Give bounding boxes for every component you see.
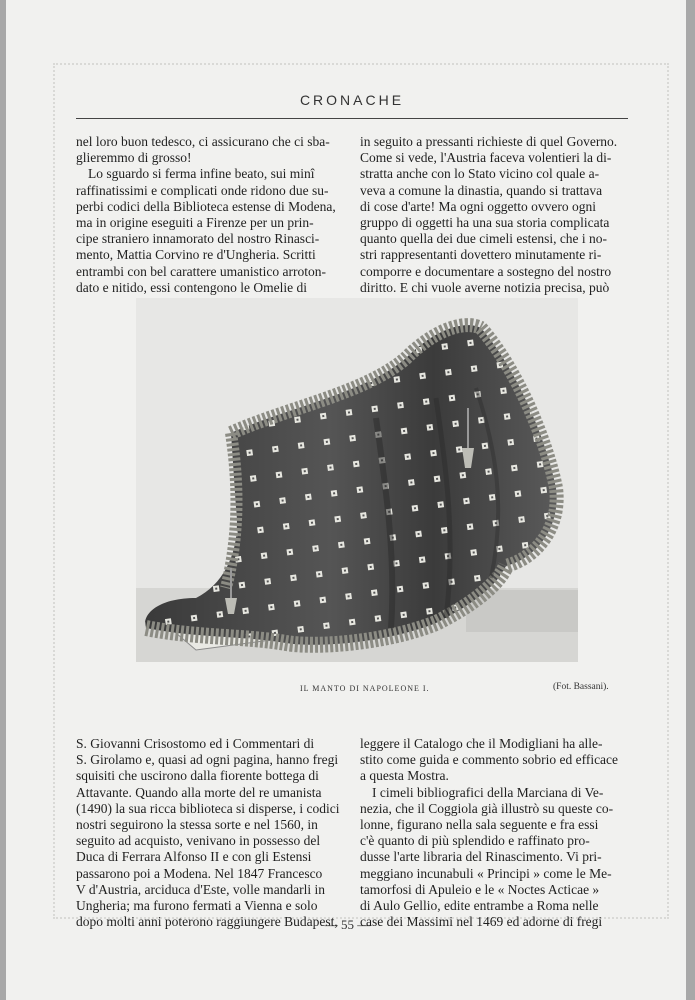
- text-line: glieremmo di grosso!: [76, 150, 192, 166]
- text-line: quanto quella dei due cimeli estensi, che i no-: [360, 231, 608, 247]
- text-line: leggere il Catalogo che il Modigliani ha alle-: [360, 736, 603, 751]
- running-header: CRONACHE: [299, 92, 405, 108]
- text-line: dato e nitido, essi contengono le Omelie di: [76, 279, 307, 295]
- text-line: in seguito a pressanti richieste di quel Governo.: [360, 134, 618, 149]
- text-line: comporre e documentare a sostegno del nostro: [360, 263, 612, 279]
- text-line: meggiano incunabuli « Principi » come le Me-: [360, 865, 612, 881]
- text-line: dusse l'arte libraria del Rinascimento. Vi pri-: [360, 849, 602, 865]
- text-line: Duca di Ferrara Alfonso II e con gli Estensi: [76, 849, 312, 865]
- text-line: nostri seguirono la stessa sorte e nel 1560, in: [76, 817, 318, 833]
- text-line: I cimeli bibliografici della Marciana di Ve-: [372, 784, 604, 800]
- text-line: seguito ad acquisto, venivano in possesso del: [76, 833, 321, 849]
- text-line: case dei Massimi nel 1469 ed adorne di fregi: [360, 914, 603, 930]
- figure-caption: IL MANTO DI NAPOLEONE I.: [300, 684, 430, 693]
- text-line: cipe straniero innamorato del nostro Rinasci-: [76, 231, 320, 247]
- text-line: nezia, che il Coggiola già illustrò su queste co-: [360, 800, 614, 816]
- text-line: veva a comune la dinastia, quando si trattava: [360, 182, 603, 198]
- text-line: di cose d'arte! Ma ogni oggetto ovvero ogni: [360, 198, 596, 214]
- text-line: diritto. E chi vuole averne notizia precisa, può: [360, 279, 610, 295]
- text-line: c'è quanto di più splendido e raffinato pro-: [360, 833, 590, 849]
- mantle-illustration: [136, 298, 578, 662]
- text-line: stito come guida e commento sobrio ed efficace: [360, 752, 619, 768]
- text-line: mento, Mattia Corvino re d'Ungheria. Scritti: [76, 247, 316, 263]
- page-number: — 55 —: [324, 917, 371, 932]
- header-rule: [76, 118, 628, 119]
- text-line: dopo molti anni poterono raggiungere Budapest,: [76, 914, 338, 930]
- photo-credit: (Fot. Bassani).: [553, 682, 609, 692]
- text-line: gruppo di oggetti ha una sua storia complicata: [360, 215, 610, 231]
- text-line: di Aulo Gellio, edite entrambe a Roma nelle: [360, 898, 599, 914]
- text-line: Lo sguardo si ferma infine beato, sui minî: [88, 166, 315, 182]
- text-line: lonne, figurano nella sala seguente e fra essi: [360, 817, 599, 833]
- text-line: passarono poi a Modena. Nel 1847 Francesco: [76, 865, 323, 881]
- text-line: perbi codici della Biblioteca estense di Modena,: [76, 198, 336, 214]
- text-column-top-right: [360, 134, 628, 296]
- mantle-photograph: [136, 298, 578, 662]
- text-line: nel loro buon tedesco, ci assicurano che ci sba-: [76, 134, 330, 149]
- text-line: stri rappresentanti dovettero minutamente ri-: [360, 247, 602, 263]
- text-column-top-left: [76, 134, 344, 296]
- text-line: stratta anche con lo Stato vicino col quale a-: [360, 166, 600, 182]
- text-line: (1490) la sua ricca biblioteca si disperse, i codici: [76, 800, 340, 816]
- text-line: squisiti che uscirono dalla fiorente bottega di: [76, 768, 319, 784]
- text-line: V d'Austria, arciduca d'Este, volle mandarli in: [76, 881, 326, 897]
- text-column-bottom-right: [360, 736, 628, 930]
- text-line: S. Girolamo e, quasi ad ogni pagina, hanno fregi: [76, 752, 339, 768]
- text-line: S. Giovanni Crisostomo ed i Commentari di: [76, 736, 315, 751]
- text-line: raffinatissimi e complicati onde ridono due su-: [76, 182, 329, 198]
- text-column-bottom-left: [76, 736, 344, 930]
- text-line: Ungheria; ma furono fermati a Vienna e solo: [76, 898, 318, 914]
- text-line: tamorfosi di Apuleio e le « Noctes Acticae »: [360, 881, 600, 897]
- text-line: Attavante. Quando alla morte del re umanista: [76, 784, 322, 800]
- text-line: ma in origine eseguiti a Firenze per un prin-: [76, 215, 314, 231]
- text-line: Come si vede, l'Austria faceva volentieri la di-: [360, 150, 612, 166]
- text-line: a questa Mostra.: [360, 768, 449, 784]
- text-line: entrambi con bel carattere umanistico arroton-: [76, 263, 327, 279]
